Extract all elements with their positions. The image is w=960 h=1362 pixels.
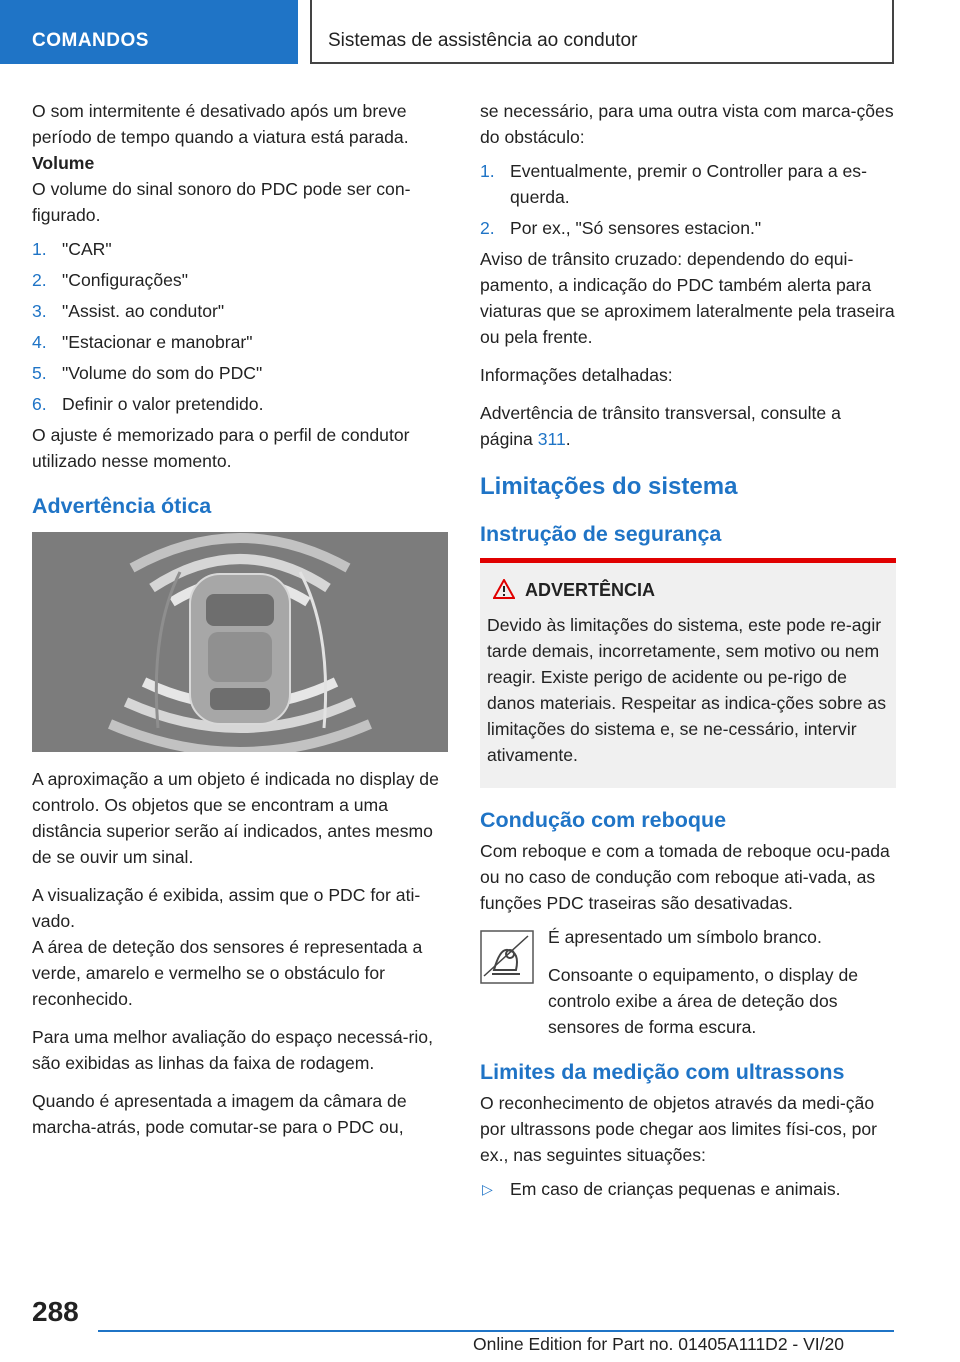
paragraph-end: . xyxy=(565,429,571,449)
list-item xyxy=(480,215,896,241)
heading-system-limits: Limitações do sistema xyxy=(480,473,738,500)
warning-triangle-icon xyxy=(493,579,515,606)
heading-ultrasound-limits: Limites da medição com ultrassons xyxy=(480,1060,845,1084)
paragraph: Com reboque e com a tomada de reboque ocu-pada ou no caso de condução com reboque ati-vada, as funções PDC traseiras são desativadas. xyxy=(480,841,890,913)
step-number: 1. xyxy=(480,161,495,181)
paragraph: O som intermitente é desativado após um breve período de tempo quando a viatura está parada. xyxy=(32,101,409,147)
paragraph: O volume do sinal sonoro do PDC pode ser con-figurado. xyxy=(32,179,411,225)
step-number: 2. xyxy=(32,270,47,290)
list-item xyxy=(32,267,448,293)
warning-title-row xyxy=(487,577,888,606)
left-column xyxy=(32,98,448,1140)
paragraph: Consoante o equipamento, o display de controlo exibe a área de deteção dos sensores de forma escura. xyxy=(548,965,859,1037)
steps-list xyxy=(480,158,896,241)
footer-edition: Online Edition for Part no. 01405A111D2 - VI/20 xyxy=(473,1334,844,1354)
paragraph: A visualização é exibida, assim que o PDC for ati-vado. xyxy=(32,885,421,931)
trailer-symbol-icon xyxy=(480,930,534,984)
symbol-row xyxy=(480,924,896,1040)
paragraph: Quando é apresentada a imagem da câmara de marcha-atrás, pode comutar-se para o PDC ou, xyxy=(32,1091,407,1137)
step-text: "CAR" xyxy=(62,239,112,259)
list-item xyxy=(32,236,448,262)
list-item xyxy=(32,360,448,386)
paragraph: É apresentado um símbolo branco. xyxy=(548,927,822,947)
paragraph: A aproximação a um objeto é indicada no display de controlo. Os objetos que se encontram a uma distância superior serão aí indicados, antes mesmo de se ouvir um sinal. xyxy=(32,769,439,867)
paragraph: Aviso de trânsito cruzado: dependendo do equi-pamento, a indicação do PDC também alerta para viaturas que se aproximem lateralmente pela traseira ou pela frente. xyxy=(480,249,895,347)
paragraph-text: Advertência de trânsito transversal, consulte a página xyxy=(480,403,841,449)
warning-title: ADVERTÊNCIA xyxy=(525,580,656,600)
heading-safety-instruction: Instrução de segurança xyxy=(480,522,722,546)
list-item xyxy=(480,1176,896,1202)
paragraph: Para uma melhor avaliação do espaço necessá-rio, são exibidas as linhas da faixa de rodagem. xyxy=(32,1027,433,1073)
list-item xyxy=(32,329,448,355)
step-text: Por ex., "Só sensores estacion." xyxy=(510,218,762,238)
pdc-illustration xyxy=(32,532,448,752)
step-number: 5. xyxy=(32,363,47,383)
step-number: 1. xyxy=(32,239,47,259)
paragraph: se necessário, para uma outra vista com marca-ções do obstáculo: xyxy=(480,101,894,147)
bullet-triangle-icon: ▷ xyxy=(482,1181,493,1197)
page-reference-link[interactable]: 311 xyxy=(537,429,566,449)
step-text: Definir o valor pretendido. xyxy=(62,394,264,414)
step-number: 4. xyxy=(32,332,47,352)
section-header xyxy=(0,0,298,64)
list-item xyxy=(480,158,896,210)
chapter-title: Sistemas de assistência ao condutor xyxy=(328,30,638,51)
section-title: COMANDOS xyxy=(32,30,149,51)
paragraph: Informações detalhadas: xyxy=(480,365,673,385)
car-sensor-graphic xyxy=(32,532,448,752)
paragraph xyxy=(480,400,896,452)
chapter-header xyxy=(310,0,894,64)
paragraph: O reconhecimento de objetos através da medi-ção por ultrassons pode chegar aos limites físi-cos, por ex., nas seguintes situações: xyxy=(480,1093,878,1165)
step-text: "Configurações" xyxy=(62,270,188,290)
page-number: 288 xyxy=(32,1296,79,1327)
footer-divider xyxy=(98,1330,894,1332)
step-text: "Volume do som do PDC" xyxy=(62,363,263,383)
step-number: 2. xyxy=(480,218,495,238)
paragraph: O ajuste é memorizado para o perfil de condutor utilizado nesse momento. xyxy=(32,425,410,471)
list-item xyxy=(32,391,448,417)
step-text: Eventualmente, premir o Controller para a es-querda. xyxy=(510,161,867,207)
warning-box xyxy=(480,558,896,788)
right-column xyxy=(480,98,896,1202)
bullet-text: Em caso de crianças pequenas e animais. xyxy=(510,1179,841,1199)
heading-towing: Condução com reboque xyxy=(480,808,727,832)
heading-optical-warning: Advertência ótica xyxy=(32,494,212,518)
step-number: 3. xyxy=(32,301,47,321)
warning-text: Devido às limitações do sistema, este pode re-agir tarde demais, incorretamente, sem motivo ou nem reagir. Existe perigo de acidente ou pe-rigo de danos materiais. Respeitar as indica-ções sobre as limitações do sistema e, se ne-cessário, intervir ativamente. xyxy=(487,615,886,765)
volume-title: Volume xyxy=(32,153,95,173)
step-text: "Estacionar e manobrar" xyxy=(62,332,253,352)
step-number: 6. xyxy=(32,394,47,414)
list-item xyxy=(32,298,448,324)
steps-list xyxy=(32,236,448,417)
paragraph: A área de deteção dos sensores é representada a verde, amarelo e vermelho se o obstáculo for reconhecido. xyxy=(32,937,423,1009)
step-text: "Assist. ao condutor" xyxy=(62,301,225,321)
